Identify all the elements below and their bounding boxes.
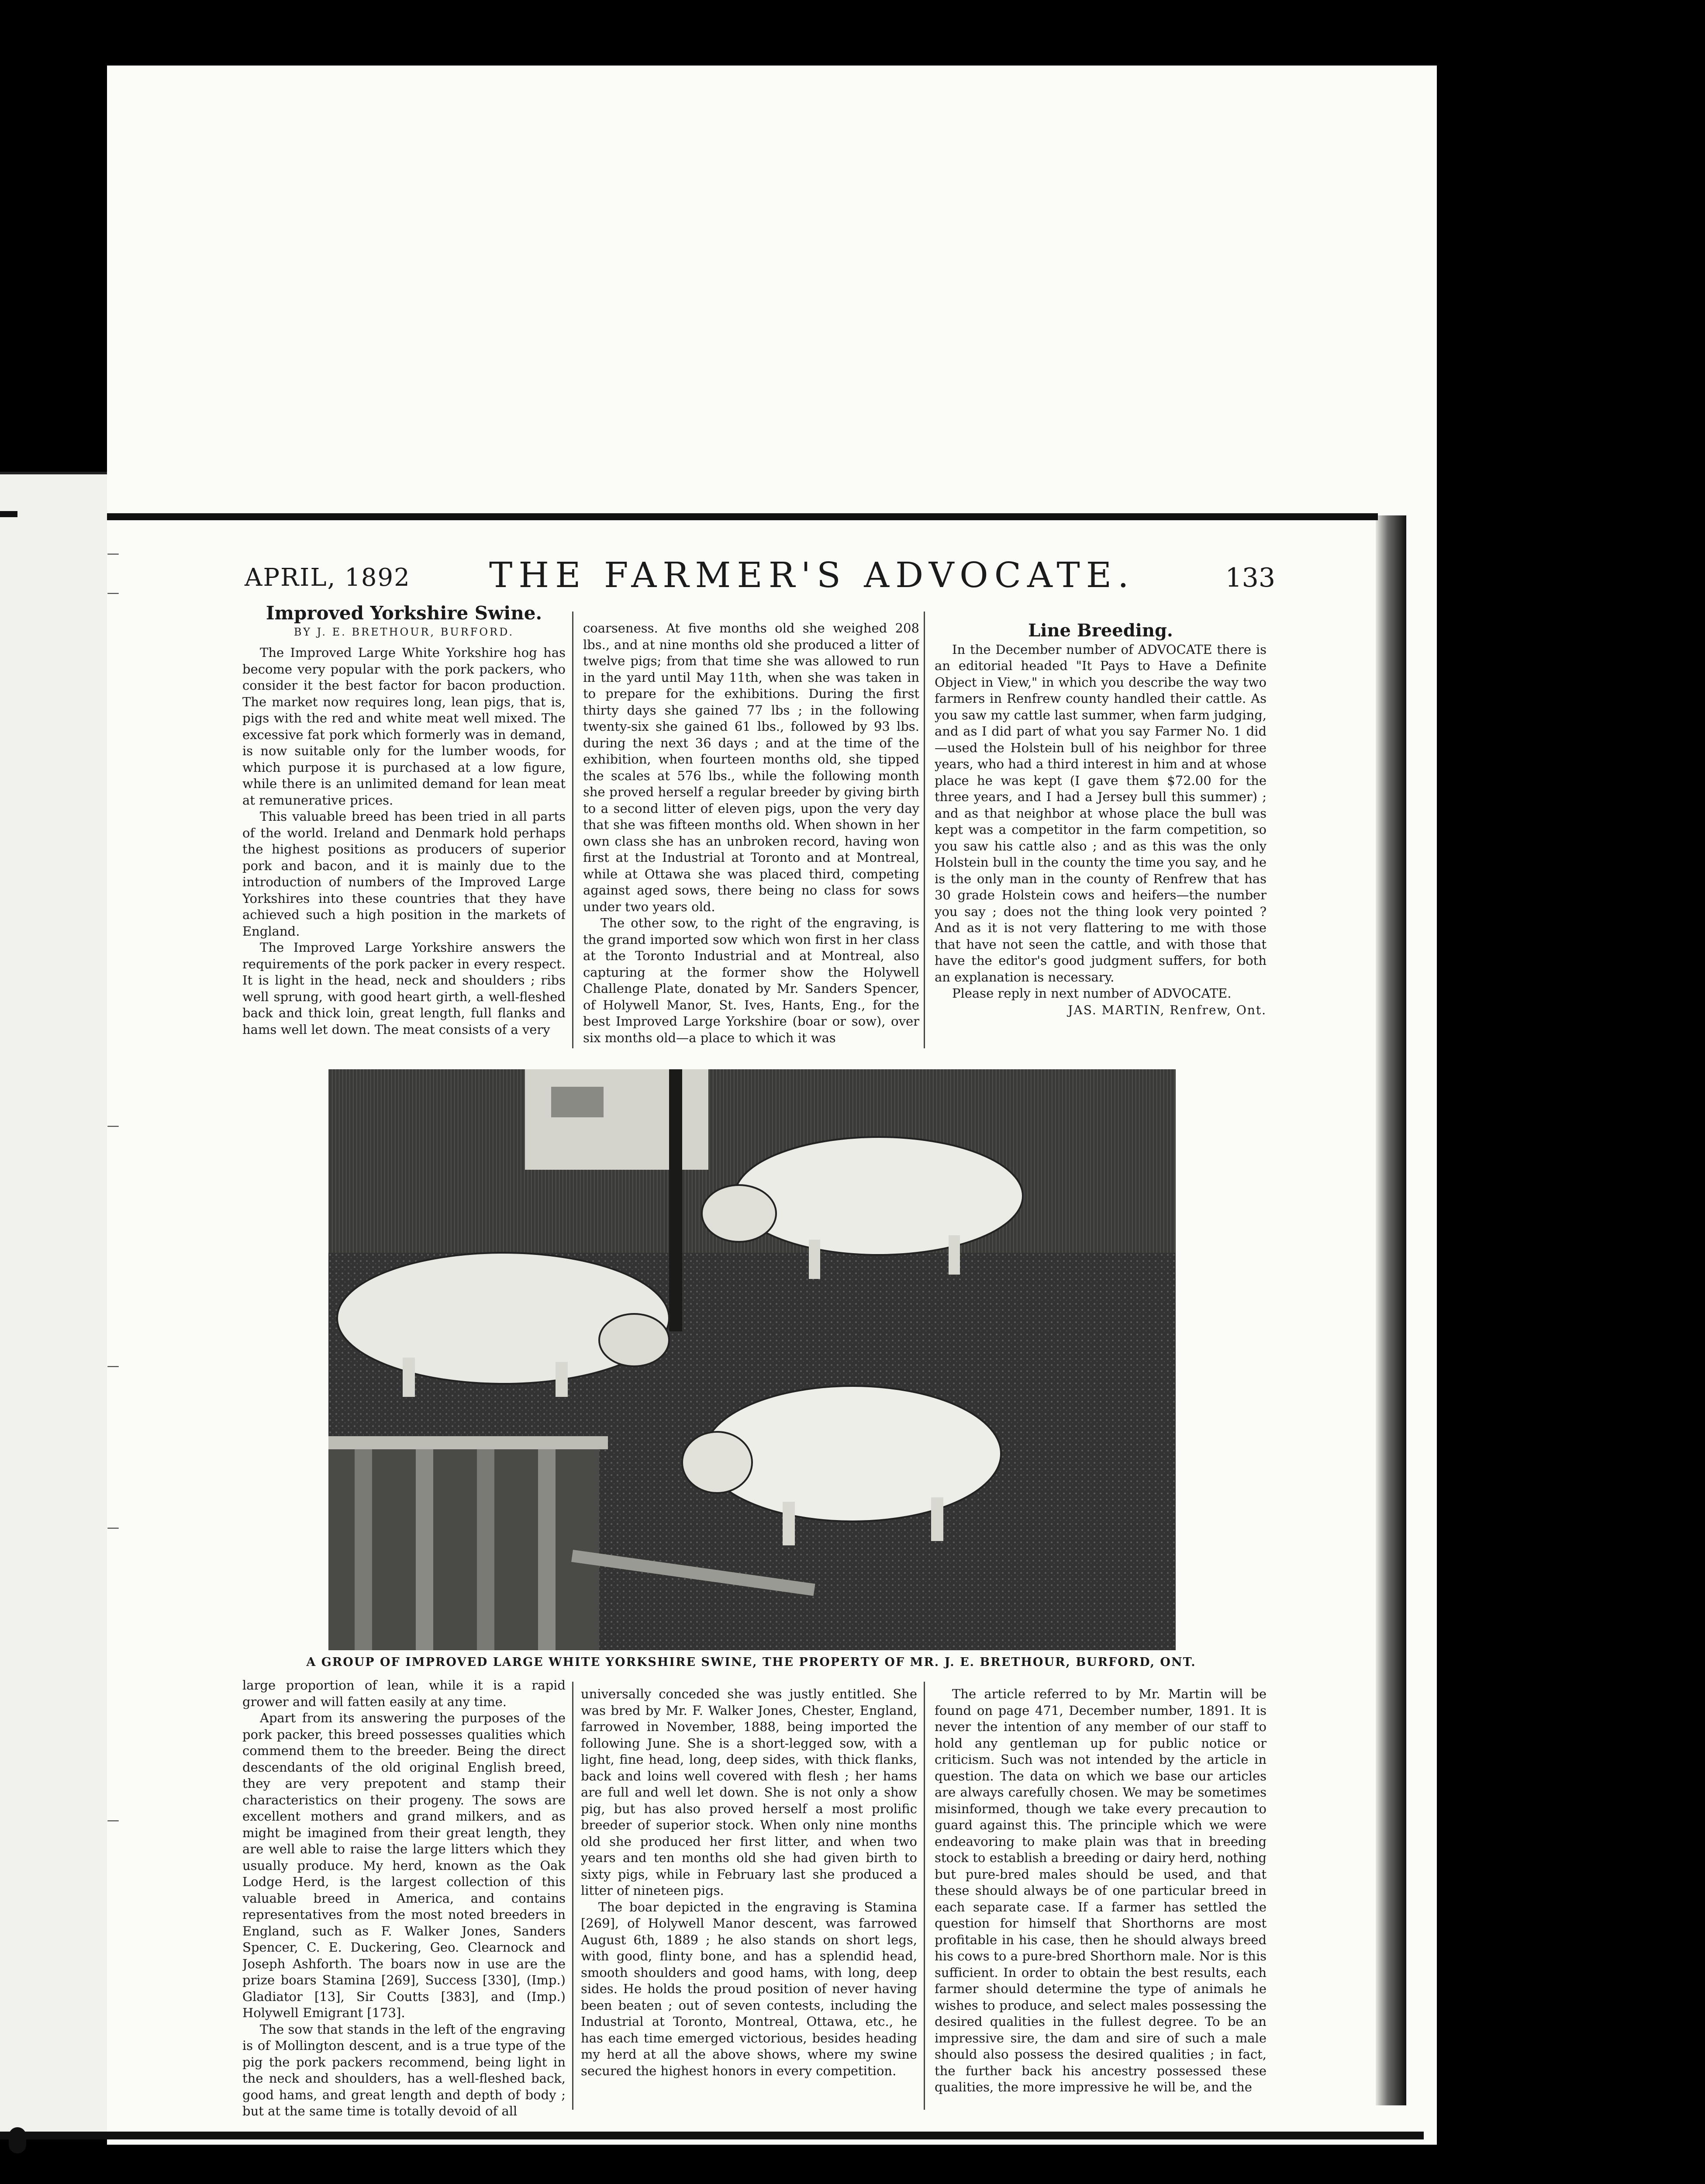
masthead-title: THE FARMER'S ADVOCATE. bbox=[489, 555, 1135, 595]
paragraph: large proportion of lean, while it is a rapid grower and will fatten easily at any time. bbox=[242, 1678, 566, 1709]
page-edge-shadow bbox=[1376, 515, 1406, 2105]
spine-notch bbox=[0, 511, 17, 517]
paragraph: This valuable breed has been tried in all parts of the world. Ireland and Denmark hold perhaps the highest positions as producers of superior pork and bacon, and it is mainly due to the introduction of numbers of the Improved Large Yorkshires into these countries that they have achieved such a high position in the markets of England. bbox=[242, 809, 566, 939]
margin-tick: — bbox=[107, 546, 119, 560]
issue-date: APRIL, 1892 bbox=[245, 563, 411, 592]
article-column-2 bbox=[583, 620, 919, 1057]
margin-tick: — bbox=[107, 1358, 119, 1373]
article-column-6 bbox=[935, 1686, 1267, 2123]
margin-tick: — bbox=[107, 1520, 119, 1534]
paragraph: Apart from its answering the purposes of the pork packer, this breed possesses qualities which commend them to the breeder. Being the direct descendants of the old original English breed, they are very prepotent and stamp their characteristics on their progeny. The sows are excellent mothers and grand milkers, and as might be imagined from their great length, they are well able to raise the large litters which they usually produce. My herd, known as the Oak Lodge Herd, is the largest collection of this valuable breed in America, and contains representatives from the most noted breeders in England, such as F. Walker Jones, Sanders Spencer, C. E. Duckering, Geo. Clearnock and Joseph Ashforth. The boars now in use are the prize boars Stamina [269], Success [330], (Imp.) Gladiator [13], Sir Coutts [383], and (Imp.) Holywell Emigrant [173]. bbox=[242, 1711, 566, 2020]
paragraph: universally conceded she was justly entitled. She was bred by Mr. F. Walker Jones, Chester, England, farrowed in November, 1888, being imported the following June. She is a short-legged sow, with a light, fine head, long, deep sides, with thick flanks, back and loins well covered with flesh ; her hams are full and well let down. She is not only a show pig, but has also proved herself a most prolific breeder of superior stock. When only nine months old she produced her first litter, and when two years and ten months old she had given birth to sixty pigs, while in February last she produced a litter of nineteen pigs. bbox=[581, 1686, 917, 1898]
article-column-4 bbox=[242, 1677, 566, 2123]
swine-engraving bbox=[328, 1069, 1176, 1650]
margin-tick: — bbox=[107, 585, 119, 600]
article-byline: BY J. E. BRETHOUR, BURFORD. bbox=[293, 625, 514, 638]
article-column-5 bbox=[581, 1686, 917, 2123]
paragraph: The Improved Large Yorkshire answers the requirements of the pork packer in every respect. It is light in the head, neck and shoulders ; ribs well sprung, with good heart girth, a well-fleshed back and thick loin, great length, full flanks and hams well let down. The meat consists of a very bbox=[242, 940, 566, 1037]
paragraph: The sow that stands in the left of the engraving is of Mollington descent, and is a true type of the pig the pork packers recommend, being light in the neck and shoulders, has a well-fleshed back, good hams, and great length and depth of body ; but at the same time is totally devoid of all bbox=[242, 2022, 566, 2118]
paragraph: coarseness. At five months old she weighed 208 lbs., and at nine months old she produced a litter of twelve pigs; from that time she was allowed to run in the yard until May 11th, when she was taken in to prepare for the exhibitions. During the first thirty days she gained 77 lbs ; in the following twenty-six she gained 61 lbs., followed by 93 lbs. during the next 36 days ; and at the time of the exhibition, when fourteen months old, she tipped the scales at 576 lbs., while the following month she proved herself a regular breeder by giving birth to a second litter of eleven pigs, upon the very day that she was fifteen months old. When shown in her own class she has an unbroken record, having won first at the Industrial at Toronto and at Montreal, while at Ottawa she was placed third, competing against aged sows, there being no class for sows under two years old. bbox=[583, 621, 919, 914]
article-title-yorkshire: Improved Yorkshire Swine. bbox=[266, 605, 542, 624]
column-rule bbox=[572, 1682, 573, 2110]
binding-mark bbox=[9, 2127, 26, 2153]
letter-signature: JAS. MARTIN, Renfrew, Ont. bbox=[1068, 1002, 1267, 1017]
adjacent-page-edge bbox=[0, 472, 109, 2139]
page-header bbox=[245, 555, 1275, 594]
article-column-1 bbox=[242, 605, 566, 1090]
column-rule bbox=[572, 612, 573, 1048]
paragraph: The article referred to by Mr. Martin will be found on page 471, December number, 1891. It is never the intention of any member of our staff to hold any gentleman up for public notice or criticism. Such was not intended by the article in question. The data on which we base our articles are always carefully chosen. We may be sometimes misinformed, though we take every precaution to guard against this. The principle which we were endeavoring to make plain was that in breeding stock to establish a breeding or dairy herd, nothing but pure-bred males should be used, and that these should always be of one particular breed in each separate case. If a farmer has settled the question for himself that Shorthorns are most profitable in his case, then he should always breed his cows to a pure-bred Shorthorn male. Nor is this sufficient. In order to obtain the best results, each farmer should determine the type of animals he wishes to produce, and select males possessing the desired qualities in the fullest degree. To be an impressive sire, the dam and sire of such a male should also possess the desired qualities ; in fact, the further back his ancestry possessed these qualities, the more impressive he will be, and the bbox=[935, 1686, 1267, 2094]
page-number: 133 bbox=[1225, 563, 1275, 593]
article-column-3 bbox=[935, 622, 1267, 1064]
paragraph: The boar depicted in the engraving is Stamina [269], of Holywell Manor descent, was farrowed August 6th, 1889 ; he also stands on short legs, with good, flinty bone, and has a splendid head, smooth shoulders and good hams, with long, deep sides. He holds the proud position of never having been beaten ; out of seven contests, including the Industrial at Toronto, Montreal, Ottawa, etc., he has each time emerged victorious, besides heading my herd at all the above shows, where my swine secured the highest honors in every competition. bbox=[581, 1899, 917, 2078]
article-title-line-breeding: Line Breeding. bbox=[1028, 622, 1173, 641]
paragraph: The Improved Large White Yorkshire hog has become very popular with the pork packers, who consider it the best factor for bacon production. The market now requires long, lean pigs, that is, pigs with the red and white meat well mixed. The excessive fat pork which formerly was in demand, is now suitable only for the lumber woods, for which purpose it is purchased at a low figure, while there is an unlimited demand for lean meat at remunerative prices. bbox=[242, 645, 566, 808]
top-border-rule bbox=[107, 513, 1378, 520]
margin-tick: — bbox=[107, 1813, 119, 1827]
column-rule bbox=[924, 612, 925, 1048]
paragraph: In the December number of ADVOCATE there is an editorial headed "It Pays to Have a Definite Object in View," in which you describe the way two farmers in Renfrew county handled their cattle. As you saw my cattle last summer, when farm judging, and as I did part of what you say Farmer No. 1 did—used the Holstein bull of his neighbor for three years, who had a third interest in him and at whose place he was kept (I gave them $72.00 for the three years, and I had a Jersey bull this summer) ; and as that neighbor at whose place the bull was kept was a competitor in the farm competition, so you saw his cattle also ; and as this was the only Holstein bull in the county the time you say, and he is the only man in the county of Renfrew that has 30 grade Holstein cows and heifers—the number you say ; does not the thing look very pointed ? And as it is not very flattering to me with those that have not seen the cattle, and with those that have the editor's good judgment suffers, for both an explanation is necessary. bbox=[935, 642, 1267, 985]
engraving-caption: A GROUP OF IMPROVED LARGE WHITE YORKSHIRE SWINE, THE PROPERTY OF MR. J. E. BRETHOUR, BURFORD, ONT. bbox=[306, 1655, 1196, 1669]
paragraph: Please reply in next number of ADVOCATE. bbox=[952, 986, 1232, 1001]
bottom-border-rule bbox=[0, 2132, 1424, 2139]
engraving-illustration bbox=[328, 1069, 1176, 1650]
paragraph: The other sow, to the right of the engraving, is the grand imported sow which won first in her class at the Toronto Industrial and at Montreal, also capturing at the former show the Holywell Challenge Plate, donated by Mr. Sanders Spencer, of Holywell Manor, St. Ives, Hants, Eng., for the best Improved Large Yorkshire (boar or sow), over six months old—a place to which it was bbox=[583, 916, 919, 1045]
column-rule bbox=[924, 1682, 925, 2110]
margin-tick: — bbox=[107, 1118, 119, 1133]
